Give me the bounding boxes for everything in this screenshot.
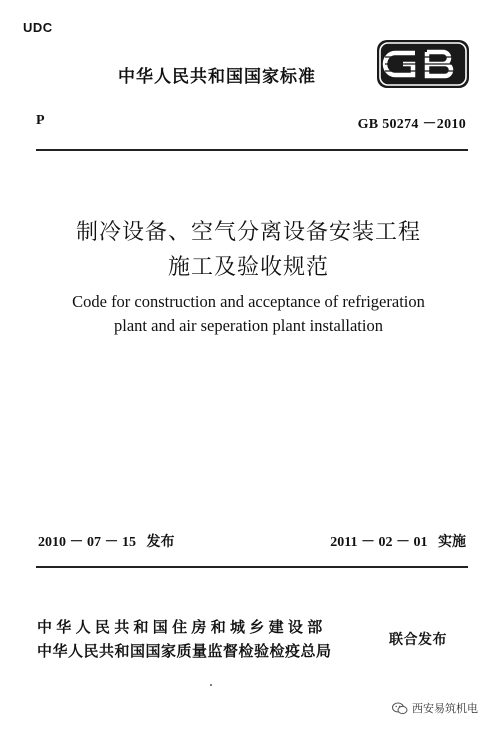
joint-release-label: 联合发布 xyxy=(389,632,447,648)
bottom-divider xyxy=(36,566,468,568)
publisher-line2: 中华人民共和国国家质量监督检验检疫总局 xyxy=(37,642,332,660)
national-standard-heading: 中华人民共和国国家标准 xyxy=(118,67,316,87)
gb-logo-icon xyxy=(377,40,469,88)
scan-speck xyxy=(210,684,212,686)
title-zh-line1: 制冷设备、空气分离设备安装工程 xyxy=(75,220,421,245)
issue-date: 2010 － 07 － 15 发布 xyxy=(38,535,175,550)
classification-code: P xyxy=(36,113,45,128)
implement-date: 2011 － 02 － 01 实施 xyxy=(330,535,466,550)
top-divider xyxy=(36,149,468,151)
watermark xyxy=(392,700,478,716)
watermark-text: 西安易筑机电 xyxy=(412,702,478,715)
title-zh-line2: 施工及验收规范 xyxy=(167,255,329,280)
title-en-line1: Code for construction and acceptance of refrigeration xyxy=(72,292,425,311)
wechat-icon xyxy=(392,702,408,715)
publisher-line1: 中华人民共和国住房和城乡建设部 xyxy=(37,618,327,636)
title-en-line2: plant and air seperation plant installation xyxy=(114,316,383,335)
udc-label: UDC xyxy=(23,20,53,35)
standard-code: GB 50274 －2010 xyxy=(357,117,466,132)
